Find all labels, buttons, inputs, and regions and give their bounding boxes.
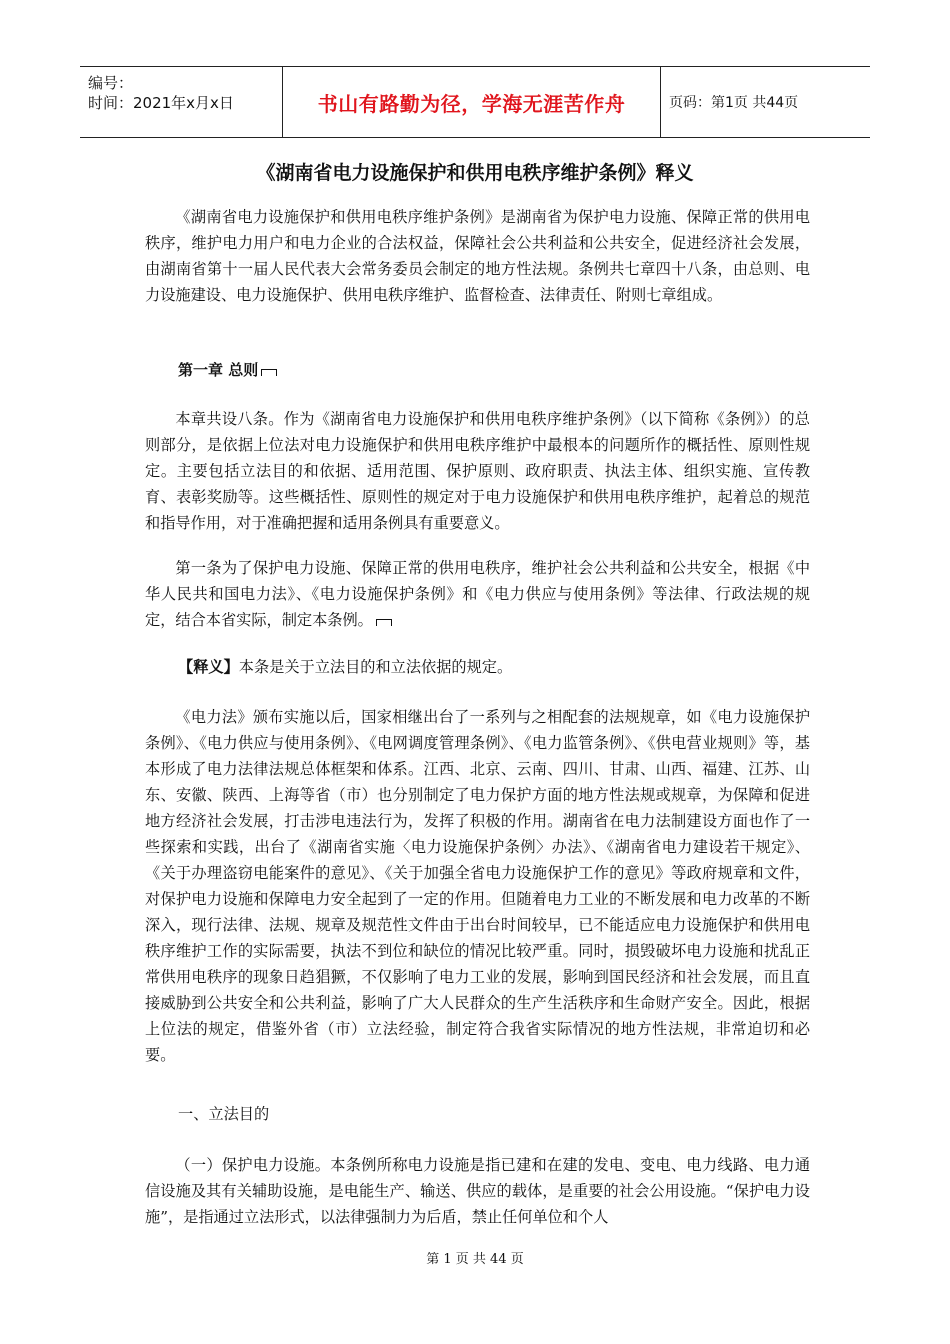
chapter1-heading xyxy=(178,359,277,380)
chapter1-intro-paragraph: 本章共设八条。作为《湖南省电力设施保护和供用电秩序维护条例》（以下简称《条例》）的总则部分，是依据上位法对电力设施保护和供用电秩序维护中最根本的问题所作的概括性、原则性规定。主要包括立法目的和依据、适用范围、保护原则、政府职责、执法主体、组织实施、宣传教育、表彰奖励等。这些概括性、原则性的规定对于电力设施保护和供用电秩序维护，起着总的规范和指导作用，对于准确把握和适用条例具有重要意义。 xyxy=(145,410,810,532)
article1-paragraph xyxy=(145,555,810,633)
header-motto-cell xyxy=(282,67,661,137)
explanation-text: 本条是关于立法目的和立法依据的规定。 xyxy=(238,658,513,676)
explanation-label: 【释义】 xyxy=(178,658,239,676)
motto-text: 书山有路勤为径，学海无涯苦作舟 xyxy=(317,91,626,116)
paragraph-mark-icon xyxy=(261,369,277,376)
document-header xyxy=(80,66,870,138)
document-title: 《湖南省电力设施保护和供用电秩序维护条例》释义 xyxy=(256,162,694,184)
intro-paragraph: 《湖南省电力设施保护和供用电秩序维护条例》是湖南省为保护电力设施、保障正常的供用电秩序，维护电力用户和电力企业的合法权益，保障社会公共利益和公共安全，促进经济社会发展，由湖南省第十一届人民代表大会常务委员会制定的地方性法规。条例共七章四十八条，由总则、电力设施建设、电力设施保护、供用电秩序维护、监督检查、法律责任、附则七章组成。 xyxy=(145,208,810,304)
sub1-paragraph: （一）保护电力设施。本条例所称电力设施是指已建和在建的发电、变电、电力线路、电力通信设施及其有关辅助设施，是电能生产、输送、供应的载体，是重要的社会公用设施。“保护电力设施”，是指通过立法形式，以法律强制力为后盾，禁止任何单位和个人 xyxy=(145,1156,810,1226)
paragraph-mark-icon xyxy=(376,619,392,626)
page-footer: 第 1 页 共 44 页 xyxy=(426,1252,524,1267)
code-label: 编号： xyxy=(88,74,134,92)
page-info: 页码：第1页 共44页 xyxy=(669,95,799,111)
explanation-line xyxy=(178,656,512,677)
background-paragraph: 《电力法》颁布实施以后，国家相继出台了一系列与之相配套的法规规章，如《电力设施保护条例》、《电力供应与使用条例》、《电网调度管理条例》、《电力监管条例》、《供电营业规则》等，基本形成了电力法律法规总体框架和体系。江西、北京、云南、四川、甘肃、山西、福建、江苏、山东、安徽、陕西、上海等省（市）也分别制定了电力保护方面的地方性法规或规章，为保障和促进地方经济社会发展，打击涉电违法行为，发挥了积极的作用。湖南省在电力法制建设方面也作了一些探索和实践，出台了《湖南省实施〈电力设施保护条例〉办法》、《湖南省电力建设若干规定》、《关于办理盗窃电能案件的意见》、《关于加强全省电力设施保护工作的意见》等政府规章和文件，对保护电力设施和保障电力安全起到了一定的作用。但随着电力工业的不断发展和电力改革的不断深入，现行法律、法规、规章及规范性文件由于出台时间较早，已不能适应电力设施保护和供用电秩序维护工作的实际需要，执法不到位和缺位的情况比较严重。同时，损毁破坏电力设施和扰乱正常供用电秩序的现象日趋猖獗，不仅影响了电力工业的发展，影响到国民经济和社会发展，而且直接威胁到公共安全和公共利益，影响了广大人民群众的生产生活秩序和生命财产安全。因此，根据上位法的规定，借鉴外省（市）立法经验，制定符合我省实际情况的地方性法规，非常迫切和必要。 xyxy=(145,708,810,1064)
chapter1-heading-text: 第一章 总则 xyxy=(178,361,259,379)
header-meta xyxy=(80,67,282,137)
section1-heading: 一、立法目的 xyxy=(178,1105,270,1123)
time-label: 时间：2021年x月x日 xyxy=(88,94,234,112)
article1-text: 第一条为了保护电力设施、保障正常的供用电秩序，维护社会公共利益和公共安全，根据《中华人民共和国电力法》、《电力设施保护条例》和《电力供应与使用条例》等法律、行政法规的规定，结合本省实际，制定本条例。 xyxy=(145,559,810,629)
